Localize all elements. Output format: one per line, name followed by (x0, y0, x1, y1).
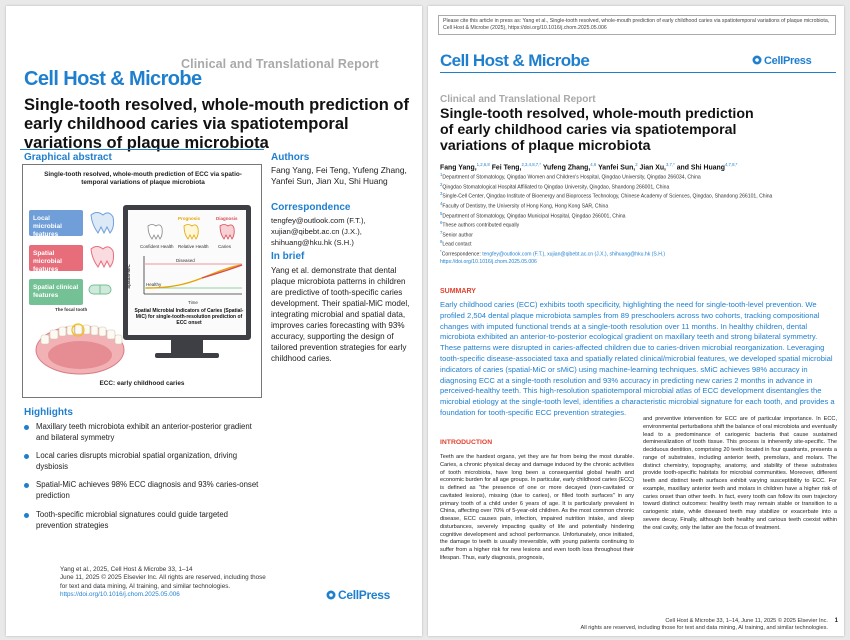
citation-footer (60, 566, 270, 600)
author-name: Yanfei Sun, (596, 164, 636, 172)
right-page (428, 6, 844, 636)
summary-heading: SUMMARY (440, 288, 476, 295)
tooth-icons (83, 209, 123, 319)
author-name: Fang Yang, (440, 164, 477, 172)
correspondence-list (271, 215, 421, 248)
ga-panel-local: Local microbial features (29, 210, 83, 236)
affiliation-item (440, 182, 835, 192)
page-footer (578, 618, 828, 632)
graphical-abstract-heading: Graphical abstract (24, 152, 112, 163)
affiliation-item (440, 230, 835, 240)
publisher-logo (752, 55, 811, 67)
tooth-icon (148, 225, 162, 240)
journal-name: Cell Host & Microbe (440, 51, 590, 70)
monitor-base (155, 353, 219, 358)
email-link[interactable]: shihuang@hku.hk (S.H.) (271, 238, 354, 247)
in-brief-heading: In brief (271, 251, 305, 262)
ga-bottom-caption: ECC: early childhood caries (99, 380, 185, 387)
journal-name: Cell Host & Microbe (24, 68, 202, 90)
tooth-icon (220, 225, 234, 240)
publisher-logo (326, 588, 390, 602)
email-link[interactable]: xujian@qibebt.ac.cn (J.X.), (271, 227, 362, 236)
footer-citation: Cell Host & Microbe 33, 1–14, June 11, 2025 © 2025 Elsevier Inc. (665, 618, 828, 624)
article-type: Clinical and Translational Report (440, 94, 596, 105)
highlight-item: Local caries disrupts microbial spatial organization, driving dysbiosis (24, 451, 260, 472)
ga-title: Single-tooth resolved, whole-mouth prediction of ECC via spatio-temporal variations of plaque microbiota (44, 171, 242, 186)
stage-tooth-icons (132, 222, 244, 246)
affiliation-item (440, 201, 835, 211)
affiliation-number: 5 (440, 210, 443, 216)
footer-citation: Yang et al., 2025, Cell Host & Microbe 33, 1–14 (60, 566, 193, 573)
cellpress-logo-icon (326, 590, 336, 600)
dental-arch-illustration (33, 305, 128, 375)
highlight-item: Tooth-specific microbial signatures could guide targeted prevention strategies (24, 510, 260, 531)
divider (20, 149, 264, 150)
affiliation-list (440, 172, 835, 249)
citation-notice: Please cite this article in press as: Yang et al., Single-tooth resolved, whole-mouth prediction of early childhood caries via spatiotemporal variations of plaque microbiota, Cell Host & Microbe (2025), https://doi.org/10.1016/j.chom.2025.05.006 (438, 15, 836, 35)
introduction-heading: INTRODUCTION (440, 439, 493, 446)
doi-link[interactable]: https://doi.org/10.1016/j.chom.2025.05.006 (60, 591, 180, 599)
highlights-heading: Highlights (24, 407, 73, 418)
left-page (6, 6, 422, 636)
author-name: and Shi Huang (674, 164, 725, 172)
affiliation-item (440, 220, 835, 230)
footer-copyright: June 11, 2025 © 2025 Elsevier Inc. All rights are reserved, including those for text and data mining, AI training, and similar technologies. (60, 574, 266, 590)
ga-panel-clinical: Spatial clinical features (29, 279, 83, 305)
affiliation-number: 6 (440, 220, 443, 226)
affiliation-item (440, 211, 835, 221)
affiliation-item (440, 191, 835, 201)
cellpress-logo-icon (752, 55, 762, 65)
affiliation-text: Senior author (442, 232, 473, 239)
monitor-illustration (123, 205, 251, 340)
affiliations (440, 172, 835, 266)
affiliation-number: 8 (440, 239, 443, 245)
line-label-diseased: Diseased (176, 258, 195, 263)
page-number: 1 (834, 618, 838, 624)
tooth-icon (184, 225, 198, 240)
affiliation-number: 4 (440, 200, 443, 206)
affiliation-text: Faculty of Dentistry, the University of Hong Kong, Hong Kong SAR, China (442, 203, 609, 210)
tooth-icon (91, 247, 114, 268)
author-affiliation-marker: 2,3,4,8,7,* (521, 162, 542, 167)
authors-heading: Authors (271, 152, 310, 163)
affiliation-text: These authors contributed equally (442, 222, 520, 229)
affiliation-text: Single-Cell Center, Qingdao Institute of Bioenergy and Bioprocess Technology, Chinese Academy of Sciences, Qingdao, Shandong 266101, China (442, 193, 773, 200)
divider (440, 72, 836, 73)
author-name: Yufeng Zhang, (541, 164, 591, 172)
y-axis-label: Spatial-MiC (125, 264, 131, 289)
affiliation-text: Department of Stomatology, Qingdao Women and Children's Hospital, Qingdao University, Qingdao 266034, China (442, 174, 701, 181)
author-affiliation-marker: 4,6 (590, 162, 597, 167)
ga-panel-spatial: Spatial microbial features (29, 245, 83, 271)
prognosis-label: Prognosis (178, 216, 201, 221)
graphical-abstract (22, 164, 262, 398)
affiliation-number: 7 (440, 229, 443, 235)
tooth-icon (91, 213, 114, 234)
body-column-right: and preventive intervention for ECC are of particular importance. In ECC, environmental perturbations shift the balance of oral microbiota and eventually lead to a predominance of cariogenic bacteria that cause sustained demineralization of tooth tissue. This process is inherently site-specific. The deciduous dentition, comprising 20 teeth located in four quadrants, presents a range of substrates, including anterior teeth, premolars, and molars. The distinct chemistry, topography, anatomy, and stability of these substrates provide tooth-specific habitats for microbial communities. Moreover, different teeth and distinct teeth surfaces exhibit varying susceptibility to ECC. For example, maxillary anterior teeth and molars in children have a higher risk of caries onset than other teeth. In fact, every tooth can follow its own trajectory toward distinct outcomes: healthy teeth may remain stable or transition to a cariogenic state, while diseased teeth may stabilize or exacerbate into a severe decay. Finally, although both healthy and carious teeth coexist within the oral cavity, only the latter are the focus of treatment. (643, 416, 837, 531)
publisher-name: CellPress (764, 55, 812, 67)
author-list: Fang Yang, Fei Teng, Yufeng Zhang, Yanfei Sun, Jian Xu, Shi Huang (271, 165, 407, 186)
line-label-healthy: Healthy (146, 282, 162, 287)
affiliation-number: 2 (440, 181, 443, 187)
focal-tooth-label: The focal tooth (55, 307, 88, 312)
author-affiliation-marker: 2 (635, 162, 638, 167)
highlight-item: Spatial-MiC achieves 98% ECC diagnosis and 93% caries-onset prediction (24, 480, 260, 501)
affiliation-number: 1 (440, 172, 443, 177)
author-affiliation-marker: 4,7,8,* (724, 162, 738, 167)
stage-label: Caries (218, 244, 232, 249)
affiliation-text: Lead contact (442, 242, 472, 249)
stage-label: Confident Health (140, 244, 174, 249)
diagnosis-label: Diagnosis (216, 216, 238, 221)
publisher-name: CellPress (338, 588, 391, 602)
affiliation-text: Department of Stomatology, Qingdao Municipal Hospital, Qingdao 266001, China (442, 213, 626, 220)
footer-rights: All rights are reserved, including those for text and data mining, AI training, and similar technologies. (580, 625, 828, 631)
summary-text: Early childhood caries (ECC) exhibits tooth specificity, highlighting the need for single-tooth-level prevention. We profiled 2,504 dental plaque microbiota samples from 89 preschoolers across two cohorts, tracking compositional changes with imputed functional trends at a single-tooth resolution over 11 months. In healthy children, dental microbiota exhibited an anterior-to-posterior ecological gradient on maxillary teeth and strong bilateral symmetry. These patterns were disrupted in caries-affected children due to caries-driven microbial reorganization. Leveraging tooth-specific disease-associated taxa and spatially related clinical/microbial features, we developed spatial microbial indicators of caries (spatial-MiC or sMiC) using machine-learning techniques. sMiC achieves 98% accuracy in diagnosing ECC at a single-tooth resolution and 93% accuracy in predicting new caries 2 months in advance in perceived-healthy teeth. This high-resolution spatiotemporal microbial atlas of ECC development disentangles the microbial etiology at the single-tooth level, identifies a characteristic microbial signature for each tooth, and provides a foundation for tooth-specific ECC prevention strategies. (440, 300, 835, 417)
highlight-item: Maxillary teeth microbiota exhibit an anterior-posterior gradient and bilateral symmetry (24, 422, 260, 443)
correspondence-heading: Correspondence (271, 202, 351, 213)
x-axis-label: Time (188, 300, 198, 305)
email-link[interactable]: tengfey@outlook.com (F.T.), (271, 216, 366, 225)
monitor-caption: Spatial Microbial Indicators of Caries (Spatial-MiC) for single-tooth-resolution prediction of ECC onset (134, 308, 244, 326)
correspondence-emails[interactable]: tengfey@outlook.com (F.T.), xujian@qibebt.ac.cn (J.X.), shihuang@hku.hk (S.H.) (482, 251, 666, 258)
monitor-stand (171, 340, 203, 354)
stage-label: Relative Health (178, 244, 209, 249)
author-affiliation-marker: 3,7,* (665, 162, 675, 167)
author-name: Fei Teng, (489, 164, 522, 172)
author-affiliation-marker: 1,2,6,8 (476, 162, 490, 167)
article-title: Single-tooth resolved, whole-mouth prediction of early childhood caries via spatiotemporal variations of plaque microbiota (24, 96, 409, 152)
in-brief-text: Yang et al. demonstrate that dental plaque microbiota patterns in children are predictive of tooth-specific caries development. Their spatial-MiC model, integrating microbial and spatial data, improves caries forecasting with 93% accuracy, supporting the design of tailored prevention strategies for early childhood caries. (271, 266, 410, 363)
doi-link[interactable]: https://doi.org/10.1016/j.chom.2025.05.006 (440, 258, 537, 265)
affiliation-text: Qingdao Stomatological Hospital Affiliated to Qingdao University, Qingdao, Shandong 266001, China (442, 184, 670, 191)
affiliation-number: 3 (440, 191, 443, 197)
correspondence-line: *Correspondence: tengfey@outlook.com (F.T.), xujian@qibebt.ac.cn (J.X.), shihuang@hku.hk (S.H.) (440, 249, 666, 258)
pill-icon (89, 285, 111, 294)
affiliation-item (440, 172, 835, 182)
author-line (440, 162, 737, 171)
affiliation-item (440, 239, 835, 249)
article-title: Single-tooth resolved, whole-mouth prediction of early childhood caries via spatiotemporal variations of plaque microbiota (440, 106, 754, 154)
article-type: Clinical and Translational Report (181, 57, 379, 71)
author-name: Jian Xu, (637, 164, 666, 172)
body-column-left: Teeth are the hardest organs, yet they are far from being the most durable. Caries, a chronic physical decay and damage induced by the chronic activities of tooth microbiota, have long been a consequential global health and economic burden for all age groups. In particular, early childhood caries (ECC) is defined as "the presence of one or more decayed (non-cavitated or cavitated lesions), missing (due to caries), or filled tooth surfaces" in any primary tooth of a child under 6 years of age. It is particularly prevalent in China, affecting over 70% of 5-year-old children. As the most common chronic disease, ECC causes pain, infection, impaired nutrition intake, and sleep disturbances, severely impacting quality of life and potentially hindering cognitive development and school performance. Unfortunately, once initiated, the damage to teeth is usually irreversible, with young patients continuing to suffer from a higher risk for new lesions and even tooth loss throughout their lifespan. Thus, early diagnosis, prognosis, (440, 454, 635, 561)
